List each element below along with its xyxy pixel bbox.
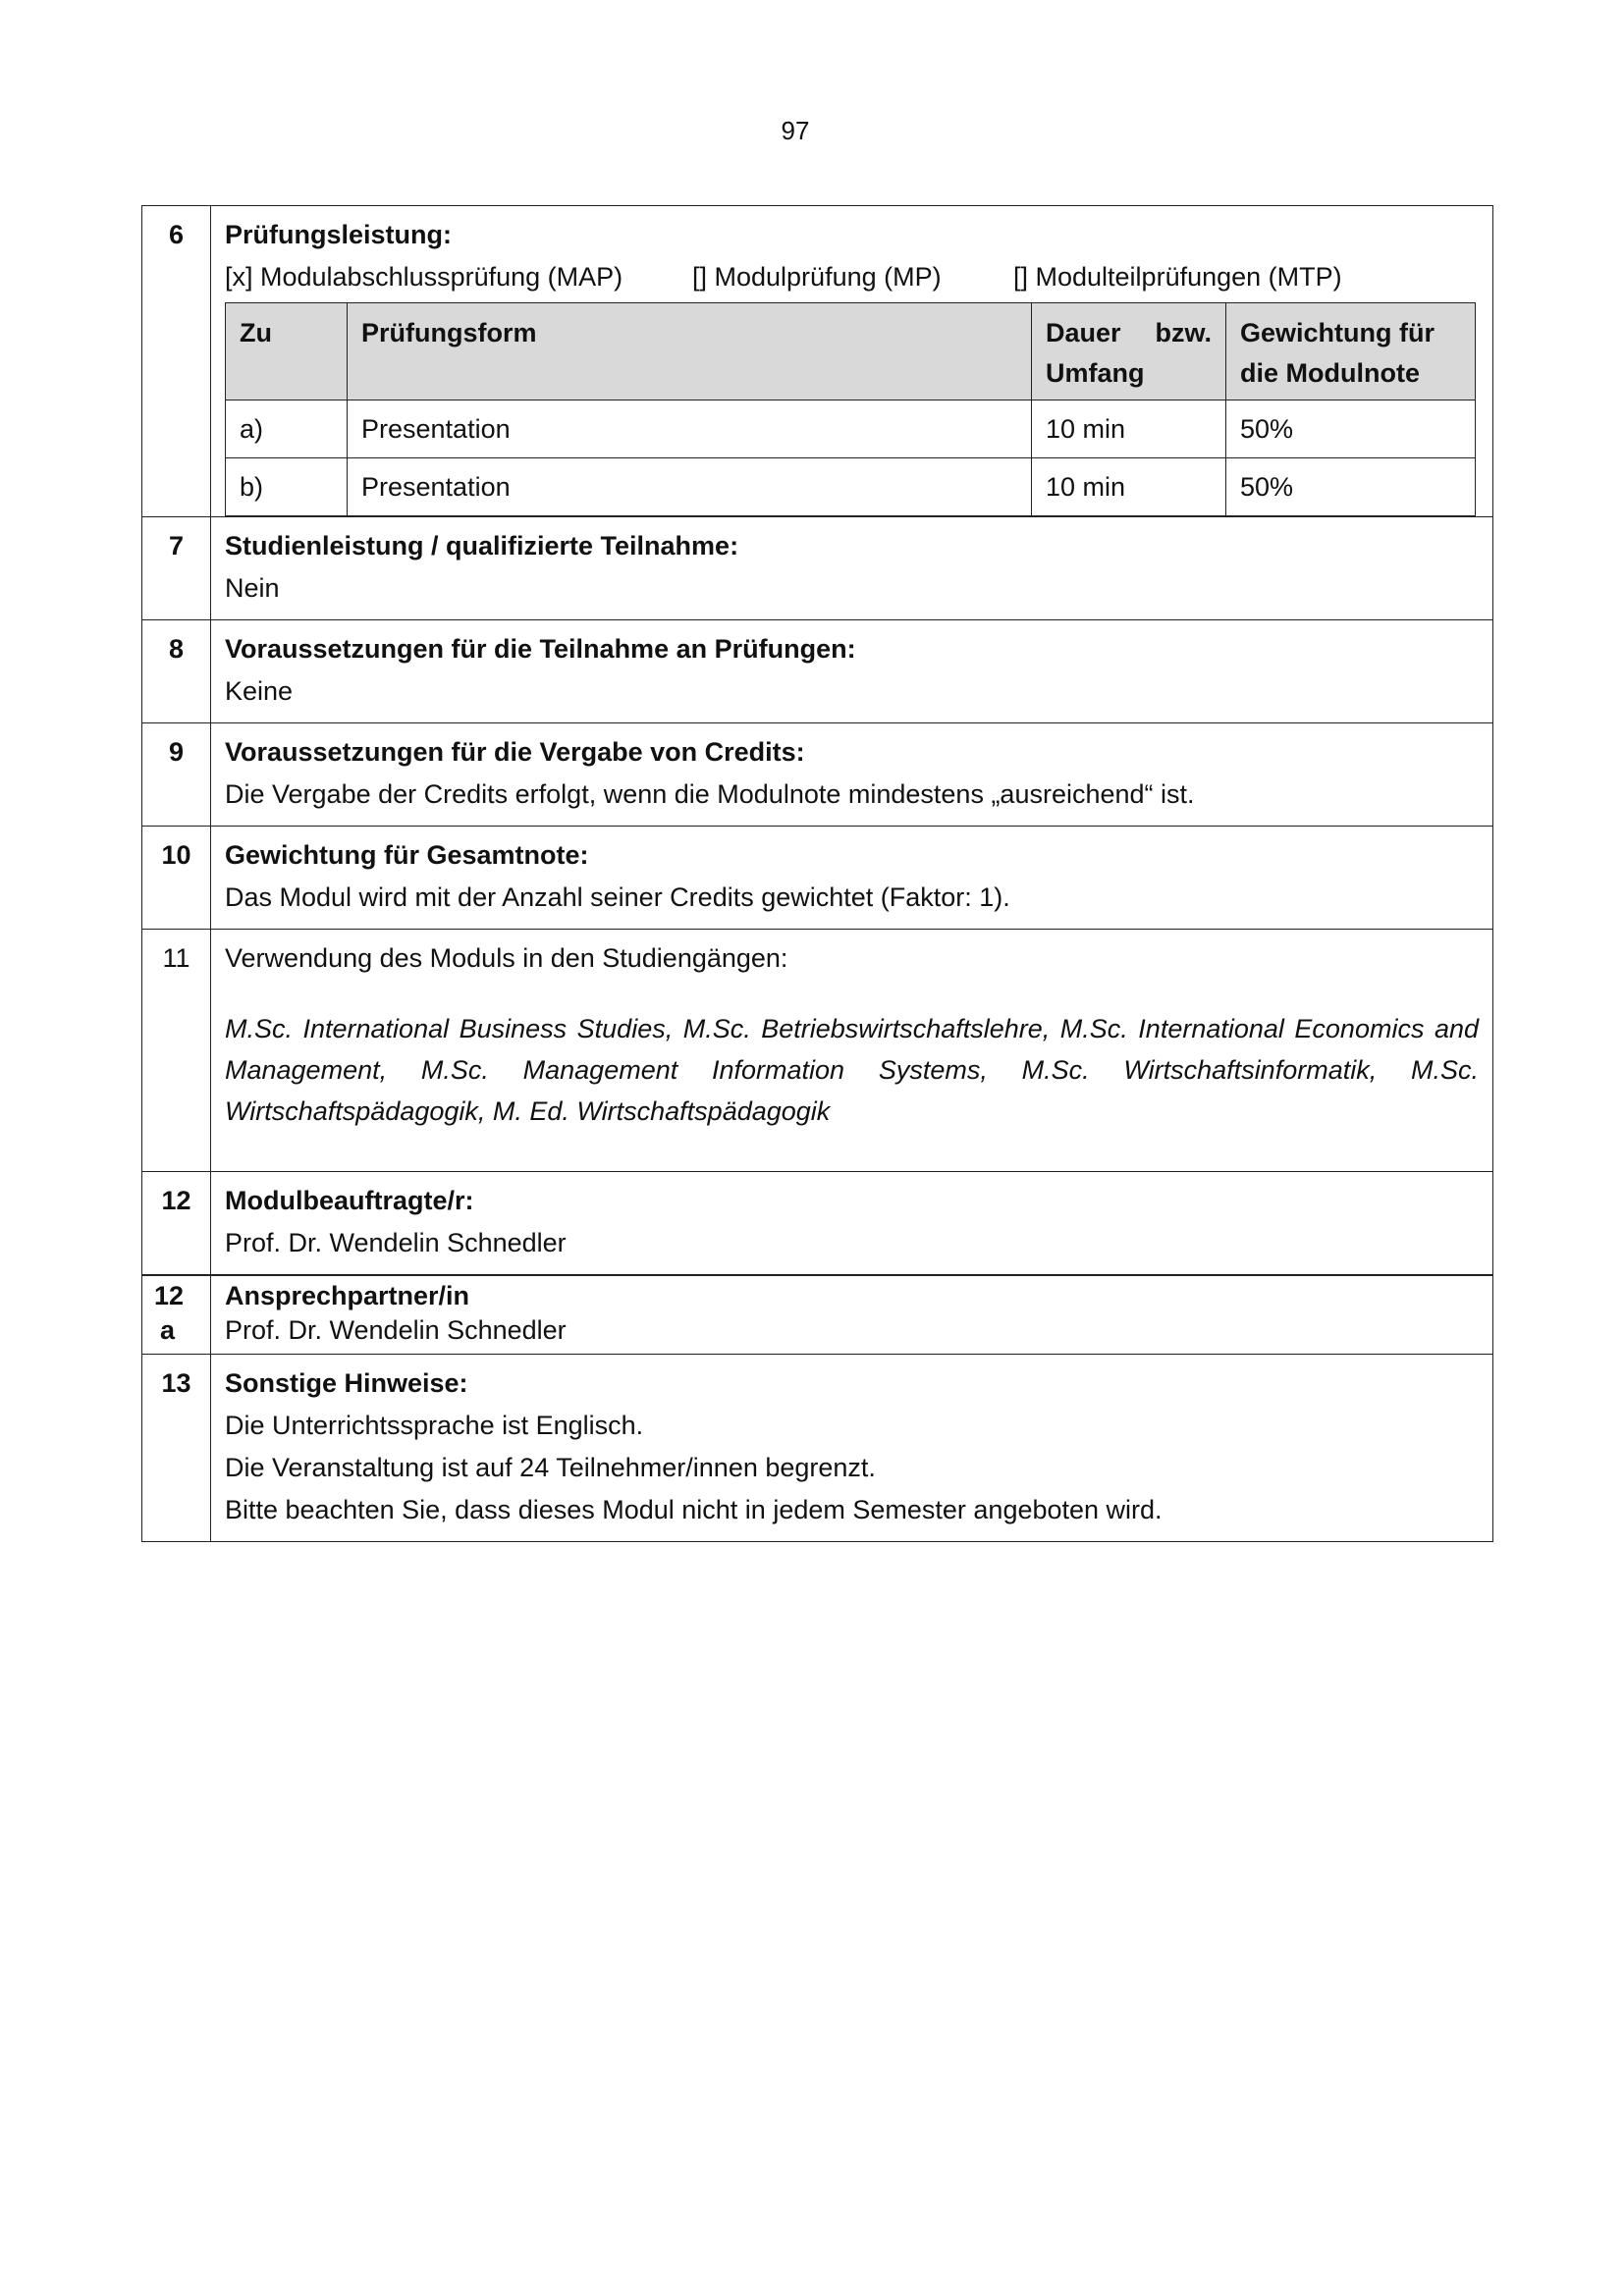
table-cell: 10 min [1032, 400, 1226, 458]
table-cell: b) [226, 458, 348, 516]
table-cell: Presentation [348, 458, 1032, 516]
column-header: Dauer bzw. Umfang [1032, 303, 1226, 400]
section-number: 11 [142, 930, 211, 1172]
section-number: 6 [142, 206, 211, 517]
table-cell: 50% [1226, 400, 1476, 458]
column-header: Prüfungsform [348, 303, 1032, 400]
table-row [226, 458, 1476, 516]
section-8-content [211, 620, 1493, 723]
section-8-row [142, 620, 1493, 723]
section-text: Die Vergabe der Credits erfolgt, wenn die Modulnote mindestens „ausreichend“ ist. [225, 779, 1195, 809]
section-title: Verwendung des Moduls in den Studiengängen: [225, 943, 788, 973]
section-title: Voraussetzungen für die Teilnahme an Prüfungen: [225, 634, 856, 664]
table-cell: Presentation [348, 400, 1032, 458]
option-mp: [] Modulprüfung (MP) [692, 262, 942, 292]
note-line: Die Unterrichtssprache ist Englisch. [225, 1411, 644, 1440]
spacer [225, 980, 1479, 1008]
section-title: Prüfungsleistung: [225, 220, 452, 249]
exam-table-header [226, 303, 1476, 400]
section-7-row [142, 517, 1493, 620]
exam-table [225, 302, 1476, 516]
section-9-content [211, 723, 1493, 827]
section-number: 8 [142, 620, 211, 723]
section-13-content [211, 1355, 1493, 1542]
exam-type-options [225, 256, 1479, 298]
table-row [226, 400, 1476, 458]
column-header: Gewichtung für die Modulnote [1226, 303, 1476, 400]
section-12a-row [142, 1275, 1493, 1355]
section-11-content [211, 930, 1493, 1172]
section-text: Das Modul wird mit der Anzahl seiner Credits gewichtet (Faktor: 1). [225, 882, 1010, 912]
section-number: 7 [142, 517, 211, 620]
page-number: 97 [781, 116, 810, 145]
section-title: Ansprechpartner/in [225, 1281, 470, 1310]
section-title: Modulbeauftragte/r: [225, 1186, 474, 1215]
section-12a-content [211, 1275, 1493, 1355]
section-10-content [211, 827, 1493, 930]
section-12-row [142, 1172, 1493, 1276]
section-text: Keine [225, 676, 294, 706]
note-line: Die Veranstaltung ist auf 24 Teilnehmer/innen begrenzt. [225, 1453, 876, 1482]
section-number: 10 [142, 827, 211, 930]
section-7-content [211, 517, 1493, 620]
section-6-row [142, 206, 1493, 517]
option-mtp: [] Modulteilprüfungen (MTP) [1013, 262, 1342, 292]
section-6-content [211, 206, 1493, 517]
module-table [141, 205, 1493, 1542]
section-number: 9 [142, 723, 211, 827]
table-cell: 10 min [1032, 458, 1226, 516]
section-10-row [142, 827, 1493, 930]
study-programs: M.Sc. International Business Studies, M.Sc. Betriebswirtschaftslehre, M.Sc. International Economics and Management, M.Sc. Management Information Systems, M.Sc. Wirtschaftsinformatik, M.Sc. Wirtschaftspädagogik, M. Ed. Wirtschaftspädagogik [225, 1014, 1479, 1126]
section-number: 12 [142, 1172, 211, 1276]
column-header: Zu [226, 303, 348, 400]
section-11-row [142, 930, 1493, 1172]
section-13-row [142, 1355, 1493, 1542]
option-map: [x] Modulabschlussprüfung (MAP) [225, 262, 623, 292]
section-number: 13 [142, 1355, 211, 1542]
section-text: Prof. Dr. Wendelin Schnedler [225, 1228, 567, 1257]
note-line: Bitte beachten Sie, dass dieses Modul nicht in jedem Semester angeboten wird. [225, 1495, 1163, 1524]
table-cell: 50% [1226, 458, 1476, 516]
section-title: Studienleistung / qualifizierte Teilnahme: [225, 531, 739, 561]
section-title: Gewichtung für Gesamtnote: [225, 840, 589, 870]
section-title: Sonstige Hinweise: [225, 1368, 468, 1398]
table-cell: a) [226, 400, 348, 458]
section-title: Voraussetzungen für die Vergabe von Credits: [225, 737, 805, 767]
section-number: 12 a [142, 1275, 211, 1355]
section-text: Nein [225, 573, 280, 603]
section-9-row [142, 723, 1493, 827]
section-text: Prof. Dr. Wendelin Schnedler [225, 1315, 567, 1345]
section-12-content [211, 1172, 1493, 1276]
